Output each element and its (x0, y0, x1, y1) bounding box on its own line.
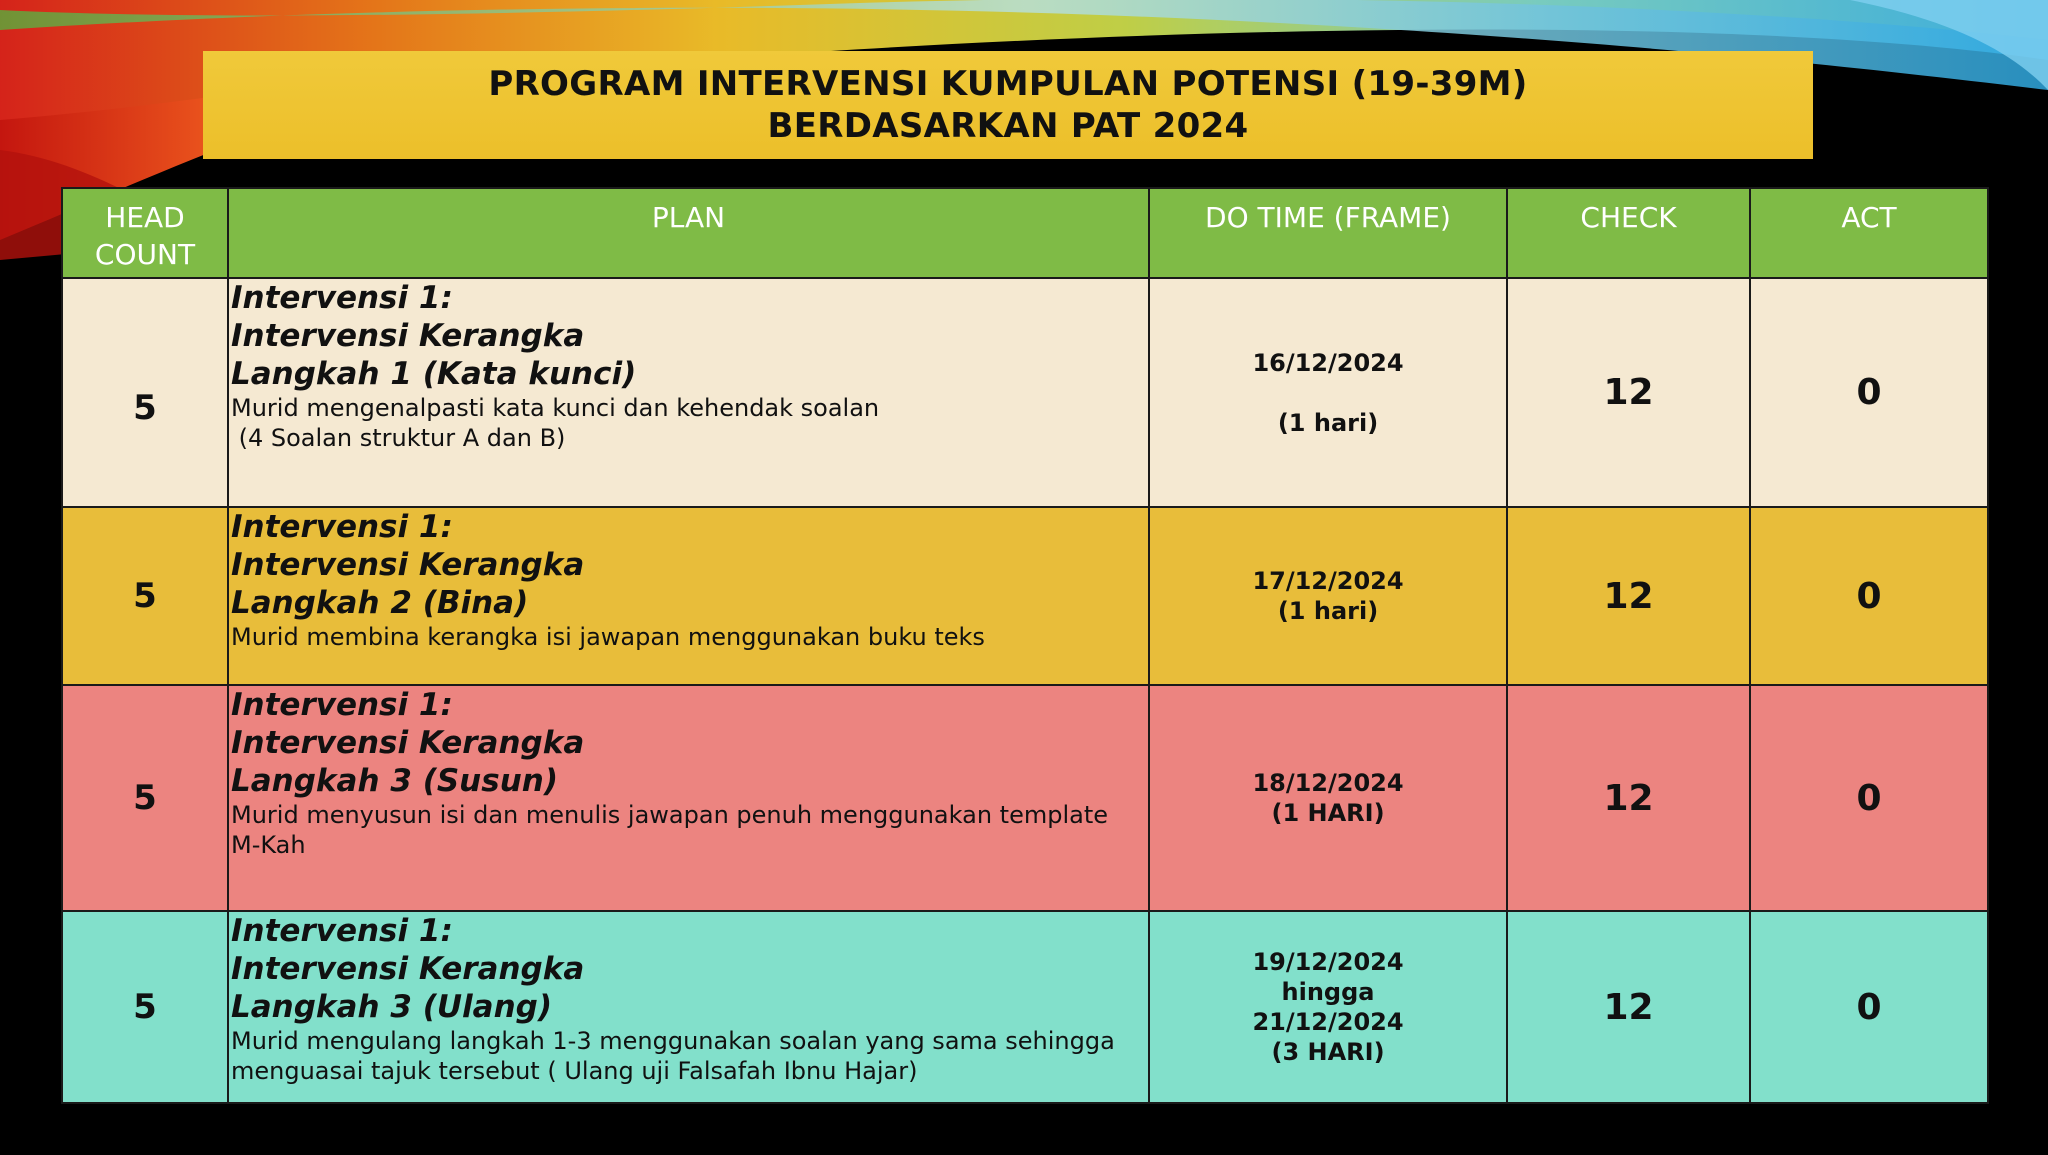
plan-title: Intervensi 1: (231, 280, 453, 316)
plan-title: Intervensi 1: (231, 509, 453, 545)
table-row (62, 685, 1988, 911)
head-count-cell: 5 (62, 278, 228, 507)
check-cell: 12 (1507, 278, 1750, 507)
head-count-cell: 5 (62, 911, 228, 1103)
act-cell: 0 (1750, 685, 1988, 911)
plan-description: Murid menyusun isi dan menulis jawapan penuh menggunakan template (231, 801, 1108, 829)
plan-title: Langkah 2 (Bina) (231, 585, 529, 621)
header-do-time: DO TIME (FRAME) (1149, 188, 1507, 278)
act-cell: 0 (1750, 507, 1988, 685)
head-count-cell: 5 (62, 685, 228, 911)
head-count-cell: 5 (62, 507, 228, 685)
do-time-cell: 19/12/2024 hingga 21/12/2024 (3 HARI) (1149, 911, 1507, 1103)
plan-cell (228, 507, 1149, 685)
plan-title: Intervensi 1: (231, 687, 453, 723)
title-banner (203, 51, 1813, 159)
check-cell: 12 (1507, 911, 1750, 1103)
plan-title: Langkah 1 (Kata kunci) (231, 356, 637, 392)
title-line-1: PROGRAM INTERVENSI KUMPULAN POTENSI (19-39M) (488, 64, 1528, 104)
do-time-cell: 18/12/2024 (1 HARI) (1149, 685, 1507, 911)
plan-description: (4 Soalan struktur A dan B) (231, 424, 566, 452)
header-plan: PLAN (228, 188, 1149, 278)
header-check: CHECK (1507, 188, 1750, 278)
plan-cell (228, 685, 1149, 911)
plan-description: Murid mengulang langkah 1-3 menggunakan soalan yang sama sehingga (231, 1027, 1115, 1055)
plan-title: Langkah 3 (Ulang) (231, 989, 553, 1025)
pdca-table (61, 187, 1989, 1104)
header-head-count: HEAD COUNT (62, 188, 228, 278)
plan-description: Murid mengenalpasti kata kunci dan kehendak soalan (231, 394, 880, 422)
check-cell: 12 (1507, 507, 1750, 685)
header-act: ACT (1750, 188, 1988, 278)
act-cell: 0 (1750, 911, 1988, 1103)
do-time-cell: 17/12/2024 (1 hari) (1149, 507, 1507, 685)
plan-title: Intervensi 1: (231, 913, 453, 949)
table-row (62, 507, 1988, 685)
plan-description: M-Kah (231, 831, 306, 859)
plan-title: Intervensi Kerangka (231, 318, 585, 354)
plan-description: menguasai tajuk tersebut ( Ulang uji Falsafah Ibnu Hajar) (231, 1057, 918, 1085)
plan-cell (228, 278, 1149, 507)
table-header-row (62, 188, 1988, 278)
plan-title: Intervensi Kerangka (231, 725, 585, 761)
plan-description: Murid membina kerangka isi jawapan menggunakan buku teks (231, 623, 985, 651)
table-row (62, 278, 1988, 507)
plan-title: Langkah 3 (Susun) (231, 763, 559, 799)
act-cell: 0 (1750, 278, 1988, 507)
title-line-2: BERDASARKAN PAT 2024 (767, 106, 1249, 146)
plan-title: Intervensi Kerangka (231, 547, 585, 583)
check-cell: 12 (1507, 685, 1750, 911)
plan-title: Intervensi Kerangka (231, 951, 585, 987)
plan-cell (228, 911, 1149, 1103)
table-row (62, 911, 1988, 1103)
do-time-cell: 16/12/2024 (1 hari) (1149, 278, 1507, 507)
